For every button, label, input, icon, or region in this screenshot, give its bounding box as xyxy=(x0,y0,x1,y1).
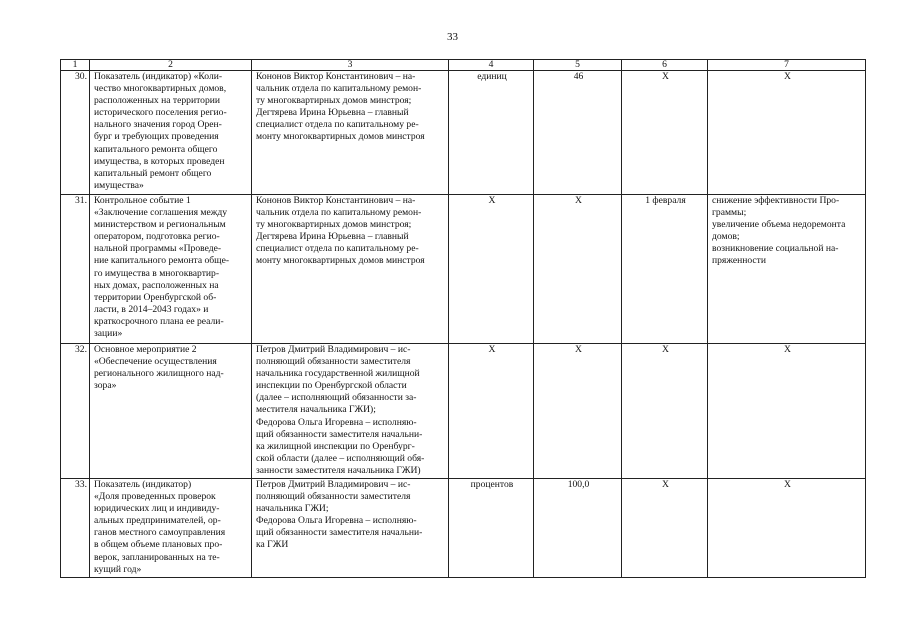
header-cell: 1 xyxy=(61,60,90,71)
header-cell: 4 xyxy=(449,60,534,71)
row-col4: процентов xyxy=(449,479,534,578)
measures-table xyxy=(60,59,866,578)
row-col5: 100,0 xyxy=(534,479,622,578)
row-responsible: Петров Дмитрий Владимирович – ис- полняющий обязанности заместителя начальника государственной жилищной инспекции по Оренбургской области (далее – исполняющий обязанности за- местителя начальника ГЖИ); Федорова Ольга Игоревна – исполняю- щий обязанности заместителя начальни- ка жилищной инспекции по Оренбург- ской области (далее – исполняющий обя- занности заместителя начальника ГЖИ) xyxy=(252,344,449,479)
row-col7: Х xyxy=(708,479,866,578)
page-number: 33 xyxy=(447,31,458,43)
header-cell: 3 xyxy=(252,60,449,71)
row-name: Показатель (индикатор) «Коли- чество многоквартирных домов, расположенных на территории исторического поселения регио- нального значения город Орен- бург и требующих проведения капитального ремонта общего имущества, в которых проведен капитальный ремонт общего имущества» xyxy=(90,71,252,195)
row-col7: Х xyxy=(708,71,866,195)
row-responsible: Кононов Виктор Константинович – на- чальник отдела по капитальному ремон- ту многоквартирных домов минстроя; Дегтярева Ирина Юрьевна – главный специалист отдела по капитальному ре- монту многоквартирных домов минстроя xyxy=(252,71,449,195)
table-row xyxy=(61,71,866,195)
table-row xyxy=(61,195,866,344)
row-col7: Х xyxy=(708,344,866,479)
row-col5: 46 xyxy=(534,71,622,195)
row-col4: Х xyxy=(449,195,534,344)
row-name: Основное мероприятие 2 «Обеспечение осуществления регионального жилищного над- зора» xyxy=(90,344,252,479)
row-col4: единиц xyxy=(449,71,534,195)
row-number: 33. xyxy=(61,479,90,578)
row-number: 30. xyxy=(61,71,90,195)
row-col5: Х xyxy=(534,344,622,479)
row-col6: Х xyxy=(622,479,708,578)
row-col5: Х xyxy=(534,195,622,344)
row-col4: Х xyxy=(449,344,534,479)
header-cell: 6 xyxy=(622,60,708,71)
row-responsible: Кононов Виктор Константинович – на- чальник отдела по капитальному ремон- ту многоквартирных домов минстроя; Дегтярева Ирина Юрьевна – главный специалист отдела по капитальному ре- монту многоквартирных домов минстроя xyxy=(252,195,449,344)
row-name: Контрольное событие 1 «Заключение соглашения между министерством и региональным оператором, подготовка регио- нальной программы «Проведе- ние капитального ремонта обще- го имущества в многоквартир- ных домах, расположенных на территории Оренбургской об- ласти, в 2014–2043 годах» и краткосрочного плана ее реали- зации» xyxy=(90,195,252,344)
row-col6: Х xyxy=(622,71,708,195)
row-number: 32. xyxy=(61,344,90,479)
header-cell: 7 xyxy=(708,60,866,71)
row-col7: снижение эффективности Про- граммы; увеличение объема недоремонта домов; возникновение социальной на- пряженности xyxy=(708,195,866,344)
row-name: Показатель (индикатор) «Доля проведенных проверок юридических лиц и индивиду- альных предпринимателей, ор- ганов местного самоуправления в общем объеме плановых про- верок, запланированных на те- кущий год» xyxy=(90,479,252,578)
row-col6: Х xyxy=(622,344,708,479)
row-col6: 1 февраля xyxy=(622,195,708,344)
header-cell: 5 xyxy=(534,60,622,71)
row-number: 31. xyxy=(61,195,90,344)
table-row xyxy=(61,479,866,578)
header-cell: 2 xyxy=(90,60,252,71)
table-header-row xyxy=(61,60,866,71)
row-responsible: Петров Дмитрий Владимирович – ис- полняющий обязанности заместителя начальника ГЖИ; Федорова Ольга Игоревна – исполняю- щий обязанности заместителя начальни- ка ГЖИ xyxy=(252,479,449,578)
table-row xyxy=(61,344,866,479)
